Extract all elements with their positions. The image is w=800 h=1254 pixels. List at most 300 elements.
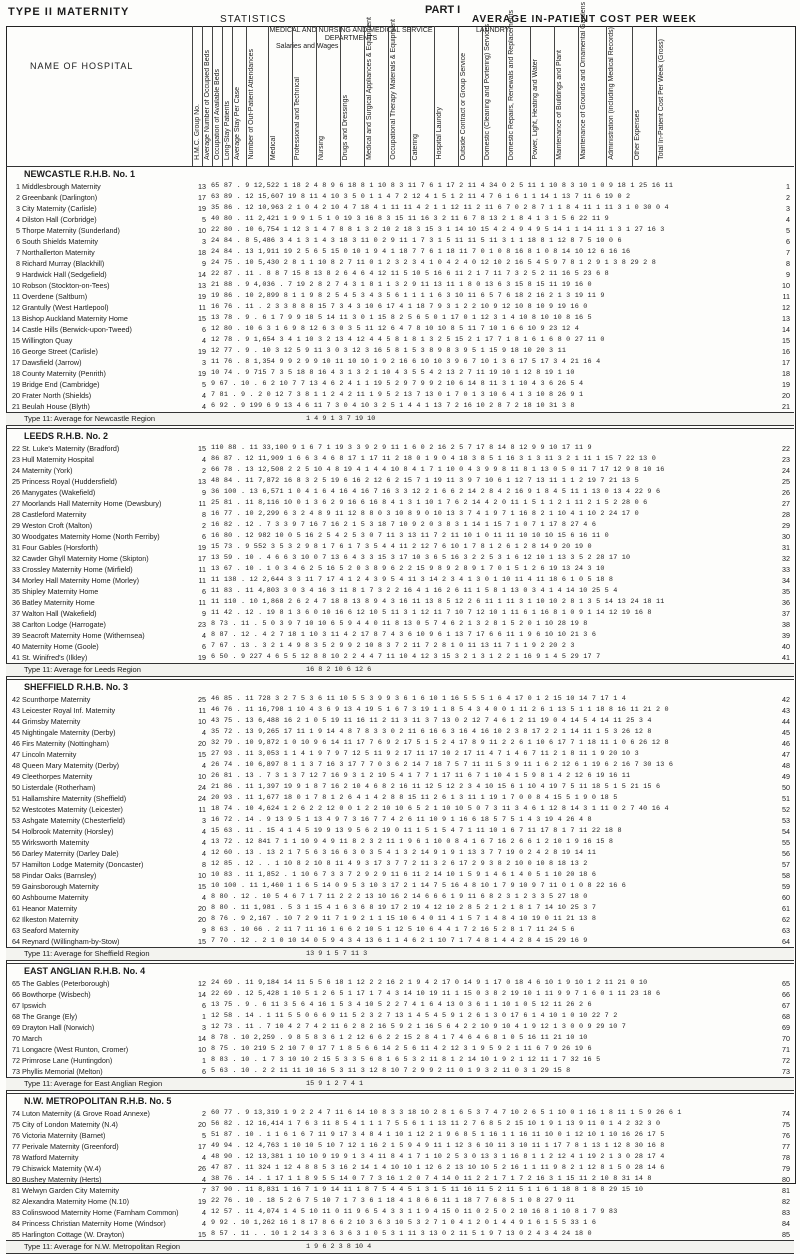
cost-values: 13 72 . 12 841 7 1 1 10 9 4 9 11 8 2 3 2 11 1 9 6 1 10 0 8 4 1 6 7 16 2 6 6 1 2 10 1 9 16 15 8 [211,838,614,846]
hmc-group-number: 11 [198,565,206,574]
cost-values: 48 90 . 12 13,381 1 10 10 9 19 9 1 3 4 11 8 4 1 7 1 10 2 5 3 0 13 3 1 16 8 1 1 2 12 4 1 19 2 1 3 0 28 17 4 [211,1153,665,1161]
hospital-name: Reynard (Willingham-by-Stow) [22,937,120,946]
cost-values: 16 80 . 12 982 10 0 5 16 2 5 4 2 5 3 0 7 11 3 13 11 7 2 11 10 1 0 11 11 10 10 10 15 6 16 11 0 [211,532,609,540]
table-row [6,1108,794,1119]
region-heading [6,166,794,181]
column-label: Catering [412,133,419,160]
cost-values: 13 67 . 10 . 1 0 3 4 6 2 5 16 5 2 0 3 8 9 6 2 2 15 9 8 9 2 8 9 1 7 0 1 5 1 2 6 19 13 24 3 10 [211,565,605,573]
ref-number: 19 [12,380,20,389]
table-row [6,214,794,225]
ref-number-right: 81 [782,1186,790,1195]
ref-number: 8 [16,259,20,268]
hmc-group-number: 2 [202,1109,206,1118]
hospital-name: Robson (Stockton-on-Tees) [22,281,110,290]
ref-number: 81 [12,1186,20,1195]
ref-number: 30 [12,532,20,541]
hmc-group-number: 26 [198,1164,206,1173]
region-title: NEWCASTLE R.H.B. No. 1 [24,169,136,179]
ref-number-right: 3 [786,204,790,213]
ref-number-right: 8 [786,259,790,268]
column-label: Average Number of Occupied Beds [204,50,211,160]
table-row [6,641,794,652]
hmc-group-number: 5 [202,1131,206,1140]
ref-number: 71 [12,1045,20,1054]
hospital-name: Hull Maternity Hospital [22,455,94,464]
ref-number-right: 38 [782,620,790,629]
column-label: Domestic Repairs, Renewals and Replacements [508,9,515,160]
ref-number-right: 78 [782,1153,790,1162]
cost-values: 22 69 . 12 5,428 1 10 5 1 2 6 5 1 17 1 7 4 3 14 10 19 11 1 15 0 3 8 2 19 10 1 11 9 9 7 1 6 0 1 11 23 18 6 [211,990,661,998]
hospital-name: Crossley Maternity Home (Mirfield) [22,565,133,574]
cost-values: 110 88 . 11 33,100 9 1 6 7 1 19 3 3 9 2 9 11 1 6 0 2 16 2 5 7 17 8 14 8 12 9 9 10 17 11 9 [211,444,592,452]
ref-number-right: 64 [782,937,790,946]
cost-values: 6 92 . 9 199 6 9 13 4 6 11 7 3 0 4 10 3 2 5 1 4 4 1 13 7 2 16 10 2 8 7 2 18 10 31 3 8 [211,402,575,410]
table-row [6,487,794,498]
cost-values: 5 63 . 10 . 2 2 11 11 10 16 5 3 11 3 12 8 10 7 2 9 9 2 11 0 1 9 3 2 11 0 3 1 29 15 8 [211,1067,571,1075]
table-row [6,881,794,892]
cost-values: 46 76 . 11 16,798 1 10 4 3 6 9 13 4 19 5 1 6 7 3 19 1 1 8 5 4 3 4 0 0 1 11 2 6 1 13 5 1 1 18 8 16 11 21 2 0 [211,706,669,714]
region-title: LEEDS R.H.B. No. 2 [24,431,109,441]
ref-number: 26 [12,488,20,497]
ref-number-right: 66 [782,990,790,999]
hmc-group-number: 13 [198,182,206,191]
column-label: Domestic (Cleaning and Portering) Services [484,23,491,160]
cost-values: 8 83 . 10 . 1 7 3 10 10 2 15 5 3 3 5 6 8 1 6 5 3 2 11 8 1 2 14 10 1 9 2 1 12 11 1 7 32 16 5 [211,1056,601,1064]
region-title: EAST ANGLIAN R.H.B. No. 4 [24,966,146,976]
hospital-name: City of London Maternity (N.4) [22,1120,118,1129]
statistics-heading: STATISTICS [220,14,287,25]
hmc-group-number: 4 [202,1219,206,1228]
hmc-group-number: 14 [198,1034,206,1043]
table-row [6,192,794,203]
table-row [6,738,794,749]
table-row [6,859,794,870]
column-label: Medical [270,135,277,160]
cost-values: 7 81 . 9 . 2 0 12 7 3 8 1 1 2 4 2 11 1 9 5 2 13 7 13 0 1 7 0 1 3 10 6 4 1 3 10 8 26 9 1 [211,391,584,399]
cost-values: 47 87 . 11 324 1 12 4 8 8 5 3 16 2 14 1 4 10 10 1 12 6 2 13 10 10 5 2 16 1 1 11 9 8 2 1 12 8 1 5 0 28 14 6 [211,1164,665,1172]
region-title: N.W. METROPOLITAN R.H.B. No. 5 [24,1096,172,1106]
table-row [6,630,794,641]
ref-number-right: 43 [782,706,790,715]
column-label: Long-Stay Patients [224,100,231,160]
ref-number-right: 31 [782,543,790,552]
table-row [6,280,794,291]
ref-number: 11 [12,292,20,301]
table-row [6,531,794,542]
hmc-group-number: 4 [202,827,206,836]
hospital-name: Grantully (West Hartlepool) [22,303,109,312]
cost-values: 36 100 . 13 6,571 1 0 4 1 6 4 16 4 16 7 16 3 3 12 2 1 6 6 2 14 2 8 4 2 16 9 1 8 4 5 11 1 13 0 13 4 22 9 6 [211,488,661,496]
ref-number: 51 [12,794,20,803]
cost-values: 25 81 . 11 8,116 10 0 1 3 6 2 9 16 6 16 8 4 1 3 1 10 1 7 6 2 14 4 2 0 11 1 5 1 1 2 1 11 2 1 5 2 28 0 6 [211,499,648,507]
ref-number: 46 [12,739,20,748]
ref-number-right: 82 [782,1197,790,1206]
table-row [6,892,794,903]
ref-number: 16 [12,347,20,356]
cost-values: 12 78 . 9 1,654 3 4 1 10 3 2 13 4 12 4 4 5 8 1 8 1 3 2 5 15 2 1 17 7 1 8 1 6 1 6 8 0 27 11 0 [211,336,605,344]
ref-number-right: 63 [782,926,790,935]
hospital-name: County Maternity (Penrith) [22,369,106,378]
ref-number: 80 [12,1175,20,1184]
ref-number-right: 72 [782,1056,790,1065]
table-row [6,694,794,705]
cost-values: 15 73 . 9 552 3 5 3 2 9 8 1 7 6 1 7 3 5 4 4 11 2 12 7 6 10 1 7 8 1 2 6 1 2 8 14 9 20 19 0 [211,543,592,551]
column-label: Administration (including Medical Records) [608,27,615,160]
ref-number: 27 [12,499,20,508]
hmc-group-number: 7 [202,1186,206,1195]
average-cost-heading: AVERAGE IN-PATIENT COST PER WEEK [472,14,697,25]
hospital-name: St. Luke's Maternity (Bradford) [22,444,120,453]
hmc-group-number: 19 [198,347,206,356]
region-average-row [6,1077,794,1091]
hospital-name: Carlton Lodge (Harrogate) [22,620,106,629]
table-row [6,914,794,925]
table-row [6,1055,794,1066]
table-row [6,1141,794,1152]
ref-number-right: 54 [782,827,790,836]
table-row [6,1185,794,1196]
ref-number-right: 50 [782,783,790,792]
ref-number: 52 [12,805,20,814]
column-divider [212,26,213,166]
cost-values: 6 50 . 9 227 4 6 5 5 12 8 8 10 2 2 4 4 7 11 10 4 12 3 15 3 2 1 3 1 2 2 1 16 9 1 4 5 29 17 7 [211,653,601,661]
column-divider [192,26,193,166]
ref-number-right: 30 [782,532,790,541]
column-label: Occupational Therapy Materials & Equipment [390,19,397,160]
cost-values: 15 63 . 11 . 15 4 1 4 5 19 9 13 9 5 6 2 19 0 11 1 5 1 5 4 7 1 11 10 1 6 7 11 17 8 1 7 11 22 18 8 [211,827,622,835]
hmc-group-number: 9 [202,488,206,497]
hospital-name: Listerdale (Rotherham) [22,783,96,792]
ref-number-right: 51 [782,794,790,803]
hmc-group-number: 24 [198,794,206,803]
ref-number-right: 20 [782,391,790,400]
hmc-group-number: 4 [202,631,206,640]
hospital-name: Frater North (Shields) [22,391,92,400]
hmc-group-number: 3 [202,358,206,367]
ref-number: 35 [12,587,20,596]
hospital-name: St. Winifred's (Ilkley) [22,653,88,662]
cost-values: 9 67 . 10 . 6 2 10 7 7 13 4 6 2 4 1 1 19 5 2 9 7 9 9 2 10 6 14 8 11 3 1 10 4 3 6 26 5 4 [211,380,584,388]
cost-values: 27 93 . 11 3,053 1 1 4 1 9 7 9 7 12 5 11 9 2 17 11 17 10 2 17 11 4 7 1 4 6 7 11 2 1 8 11 1 9 20 10 3 [211,750,639,758]
table-row [6,925,794,936]
table-row [6,1066,794,1077]
ref-number-right: 59 [782,882,790,891]
hospital-name: Princess Royal (Huddersfield) [22,477,118,486]
ref-number-right: 1 [786,182,790,191]
ref-number-right: 34 [782,576,790,585]
hmc-group-number: 1 [202,1056,206,1065]
hmc-group-number: 1 [202,1012,206,1021]
region-average-values: 1 4 9 1 3 7 19 10 [306,415,376,423]
ref-number-right: 9 [786,270,790,279]
ref-number: 14 [12,325,20,334]
cost-values: 13 59 . 10 . 4 6 6 3 10 0 7 13 6 4 3 3 15 3 17 10 3 6 5 16 3 2 2 5 3 1 6 12 10 1 13 3 5 2 28 17 10 [211,554,631,562]
ref-number-right: 73 [782,1067,790,1076]
cost-values: 65 87 . 9 12,522 1 18 2 4 8 9 6 18 8 1 10 8 3 11 7 6 1 17 2 11 4 34 0 2 5 11 1 10 8 3 10 1 0 9 18 1 25 16 11 [211,182,674,190]
hmc-group-number: 5 [202,380,206,389]
column-label: Medical and Surgical Appliances & Equipment [366,17,373,160]
ref-number-right: 23 [782,455,790,464]
region-average-row [6,947,794,961]
table-row [6,542,794,553]
ref-number-right: 46 [782,739,790,748]
ref-number-right: 40 [782,642,790,651]
cost-values: 8 80 . 12 . 10 5 4 6 7 1 7 11 2 2 2 13 10 16 2 14 6 6 6 1 9 11 6 8 2 3 1 2 3 3 5 27 18 0 [211,893,588,901]
hospital-name: Ipswich [22,1001,46,1010]
table-row [6,1119,794,1130]
hmc-group-number: 17 [198,554,206,563]
hmc-group-number: 6 [202,325,206,334]
cost-values: 11 110 . 10 1,868 2 6 2 4 7 18 8 13 8 9 4 3 16 11 13 8 5 12 2 6 11 1 11 3 1 10 10 2 8 1 3 5 14 13 24 18 11 [211,598,665,606]
hospital-name: Firs Maternity (Nottingham) [22,739,110,748]
column-divider [554,26,555,166]
ref-number: 15 [12,336,20,345]
table-row [6,608,794,619]
hmc-group-number: 19 [198,292,206,301]
hospital-name: Hardwick Hall (Sedgefield) [22,270,107,279]
cost-values: 48 84 . 11 7,872 16 8 3 2 5 19 6 16 2 12 6 2 15 7 1 19 11 3 9 7 10 6 1 12 7 13 11 1 1 2 19 7 21 13 5 [211,477,639,485]
cost-values: 11 138 . 12 2,644 3 3 11 7 17 4 1 2 4 3 9 5 4 11 3 14 2 3 4 1 3 0 1 10 11 4 11 18 6 1 0 5 18 8 [211,576,614,584]
hospital-name: Holbrook Maternity (Horsley) [22,827,114,836]
hmc-group-number: 14 [198,990,206,999]
column-divider [340,26,341,166]
ref-number: 67 [12,1001,20,1010]
ref-number-right: 5 [786,226,790,235]
hospital-name: Lincoln Maternity [22,750,77,759]
hospital-name: Colinswood Maternity Home (Farnham Common) [22,1208,179,1217]
ref-number: 22 [12,444,20,453]
hmc-group-number: 15 [198,314,206,323]
ref-number-right: 80 [782,1175,790,1184]
table-row [6,782,794,793]
ref-number: 64 [12,937,20,946]
hospital-name: Maternity Home (Goole) [22,642,99,651]
cost-values: 12 58 . 14 . 1 11 5 5 0 6 6 9 11 5 2 3 2 7 13 1 4 5 4 5 9 1 2 6 1 3 0 17 6 1 4 10 1 0 10 22 7 2 [211,1012,618,1020]
hospital-name: Castleford Maternity [22,510,87,519]
region-average-values: 16 8 2 10 6 12 6 [306,666,372,674]
hospital-name: Willington Quay [22,336,73,345]
ref-number-right: 15 [782,336,790,345]
hospital-name: Longacre (West Runton, Cromer) [22,1045,129,1054]
hospital-name: Primrose Lane (Huntingdon) [22,1056,113,1065]
cost-values: 60 77 . 9 13,319 1 9 2 2 4 7 11 6 14 10 8 3 3 18 10 2 8 1 6 5 3 7 4 7 10 2 6 5 1 10 0 1 16 1 8 11 1 5 9 26 6 1 [211,1109,682,1117]
table-row [6,357,794,368]
ref-number-right: 10 [782,281,790,290]
hmc-group-number: 8 [202,860,206,869]
ref-number: 56 [12,849,20,858]
hospital-name: Beulah House (Blyth) [22,402,90,411]
ref-number-right: 65 [782,979,790,988]
ref-number: 57 [12,860,20,869]
cost-values: 40 80 . 11 2,421 1 9 9 1 5 1 0 19 3 16 8 3 15 11 16 3 2 11 6 7 8 13 2 1 8 4 1 3 1 5 6 22 11 9 [211,215,609,223]
table-row [6,1000,794,1011]
hospital-name: Ashgate Maternity (Chesterfield) [22,816,126,825]
ref-number: 48 [12,761,20,770]
cost-values: 7 70 . 12 . 2 1 0 10 14 0 5 9 4 3 4 13 6 1 1 4 6 2 1 10 7 1 7 4 8 1 4 4 2 8 4 15 29 16 9 [211,937,588,945]
column-divider [202,26,203,166]
hmc-group-number: 13 [198,281,206,290]
column-label: Power, Light, Heating and Water [532,59,539,160]
region-average-values: 15 9 1 2 7 4 1 [306,1080,364,1088]
table-row [6,225,794,236]
cost-values: 32 79 . 10 9,872 1 0 10 9 6 14 11 17 7 6 9 2 17 5 1 5 2 4 17 8 9 11 2 2 6 1 10 6 17 7 1 18 11 1 0 6 26 12 8 [211,739,669,747]
cost-values: 10 74 . 9 715 7 3 5 18 8 16 4 3 1 3 2 1 10 4 3 5 5 4 2 13 2 7 11 19 10 1 12 8 19 1 10 [211,369,575,377]
hospital-name: Maternity (York) [22,466,73,475]
table-row [6,978,794,989]
ref-number: 20 [12,391,20,400]
hospital-name: The Gables (Peterborough) [22,979,110,988]
table-row [6,793,794,804]
column-label: Outside Contract or Group Service [460,52,467,160]
hospital-name: Bishop Auckland Maternity Home [22,314,128,323]
table-row [6,390,794,401]
cost-values: 22 80 . 10 6,754 1 12 3 1 4 7 8 8 1 3 2 10 2 18 3 15 3 1 14 10 15 4 2 4 9 4 9 5 14 1 1 14 11 1 3 1 27 16 3 [211,226,665,234]
ref-number-right: 67 [782,1001,790,1010]
table-row [6,443,794,454]
table-row [6,815,794,826]
hmc-group-number: 3 [202,1023,206,1032]
medical-departments-header: MEDICAL AND NURSING AND MEDICAL SERVICE DEPARTMENTS [269,27,433,42]
ref-number-right: 17 [782,358,790,367]
ref-number: 41 [12,653,20,662]
hospital-name: Weston Croft (Malton) [22,521,93,530]
table-row [6,401,794,412]
ref-number: 33 [12,565,20,574]
hospital-name: South Shields Maternity [22,237,98,246]
table-row [6,804,794,815]
ref-number: 77 [12,1142,20,1151]
cost-values: 12 77 . 9 . 10 3 12 5 9 11 3 0 3 12 3 16 5 8 1 5 3 8 9 8 3 9 5 1 15 9 18 10 20 3 11 [211,347,567,355]
hmc-group-number: 5 [202,215,206,224]
region-heading [6,428,794,443]
ref-number: 25 [12,477,20,486]
ref-number-right: 68 [782,1012,790,1021]
table-row [6,520,794,531]
table-row [6,848,794,859]
column-label: Average Stay Per Case [234,86,241,160]
table-row [6,368,794,379]
ref-number-right: 52 [782,805,790,814]
ref-number-right: 49 [782,772,790,781]
salaries-wages-header: Salaries and Wages [276,43,339,50]
hmc-group-number: 2 [202,521,206,530]
cost-values: 24 69 . 11 9,184 14 11 5 5 6 18 1 12 2 2 16 2 1 9 4 2 17 0 14 9 1 17 0 18 4 6 10 1 9 10 1 2 11 21 0 10 [211,979,648,987]
cost-values: 11 42 . 12 . 19 8 1 3 6 0 10 16 6 12 10 5 11 3 1 12 11 7 10 7 12 10 1 11 6 1 16 8 1 0 9 1 14 12 19 16 8 [211,609,652,617]
cost-values: 56 82 . 12 16,414 1 7 6 3 11 8 5 4 1 1 1 7 5 5 6 1 1 13 11 2 7 6 8 5 2 15 10 1 9 1 13 9 11 0 1 4 2 32 3 0 [211,1120,661,1128]
cost-values: 26 74 . 10 6,897 8 1 1 3 7 16 3 17 7 7 0 3 6 2 14 7 18 7 5 7 11 11 5 3 9 11 1 6 2 12 6 1 19 6 2 16 7 30 13 6 [211,761,674,769]
ref-number: 50 [12,783,20,792]
table-row [6,236,794,247]
hmc-group-number: 6 [202,642,206,651]
hmc-group-number: 19 [198,1197,206,1206]
ref-number: 66 [12,990,20,999]
hospital-name: Bridge End (Cambridge) [22,380,100,389]
ref-number: 12 [12,303,20,312]
hospital-name: Morley Hall Maternity Home (Morley) [22,576,140,585]
hmc-group-number: 4 [202,1153,206,1162]
hmc-group-number: 15 [198,882,206,891]
hospital-name: Moorlands Hall Maternity Home (Dewsbury) [22,499,162,508]
column-divider [530,26,531,166]
hmc-group-number: 11 [198,598,206,607]
ref-number: 5 [16,226,20,235]
ref-number-right: 69 [782,1023,790,1032]
hmc-group-number: 19 [198,369,206,378]
hmc-group-number: 13 [198,477,206,486]
table-row [6,553,794,564]
ref-number: 74 [12,1109,20,1118]
table-row [6,203,794,214]
hospital-name: Seaford Maternity [22,926,79,935]
column-divider [578,26,579,166]
ref-number: 29 [12,521,20,530]
hmc-group-number: 6 [202,1001,206,1010]
ref-number-right: 13 [782,314,790,323]
cost-values: 66 78 . 13 12,508 2 2 5 10 4 8 19 4 1 4 4 10 8 4 1 7 1 10 0 4 3 9 9 8 11 8 1 13 0 5 0 11 7 17 12 9 8 10 16 [211,466,665,474]
part-label: PART I [425,4,461,16]
hmc-group-number: 3 [202,816,206,825]
table-row [6,313,794,324]
ref-number-right: 22 [782,444,790,453]
ref-number-right: 19 [782,380,790,389]
ref-number-right: 28 [782,510,790,519]
hmc-group-number: 23 [198,620,206,629]
cost-values: 7 67 . 13 . 3 2 1 4 9 8 3 5 2 9 9 2 10 8 3 7 2 11 7 2 8 1 0 11 13 11 7 1 1 9 2 20 2 3 [211,642,575,650]
hmc-group-number: 6 [202,1067,206,1076]
hospital-name: Batley Maternity Home [22,598,95,607]
hospital-name: Seacroft Maternity Home (Withernsea) [22,631,145,640]
column-label: Total In-Patient Cost Per Week (Gross) [658,39,665,160]
region-average-label: Type 11: Average for N.W. Metropolitan Region [24,1242,181,1251]
type-title: TYPE II MATERNITY [8,6,130,18]
ref-number: 83 [12,1208,20,1217]
ref-number-right: 27 [782,499,790,508]
cost-values: 11 76 . 8 1,354 9 9 2 9 9 10 11 10 10 1 9 2 16 6 10 10 3 9 6 7 10 1 3 6 17 5 17 3 4 21 16 4 [211,358,601,366]
hmc-group-number: 20 [198,1120,206,1129]
table-row [6,727,794,738]
table-row [6,1130,794,1141]
column-label: Maintenance of Buildings and Plant [556,50,563,160]
ref-number: 38 [12,620,20,629]
ref-number: 34 [12,576,20,585]
ref-number-right: 24 [782,466,790,475]
hospital-name: Ashbourne Maternity [22,893,89,902]
ref-number: 70 [12,1034,20,1043]
column-label: Other Expenses [634,109,641,160]
ref-number-right: 12 [782,303,790,312]
table-row [6,1196,794,1207]
hospital-name: Bowthorpe (Wisbech) [22,990,91,999]
ref-number: 6 [16,237,20,246]
hospital-name: Gainsborough Maternity [22,882,99,891]
hmc-group-number: 20 [198,915,206,924]
ref-number-right: 21 [782,402,790,411]
ref-number: 63 [12,926,20,935]
hospital-name: Nightingale Maternity (Derby) [22,728,116,737]
table-row [6,575,794,586]
ref-number: 53 [12,816,20,825]
ref-number: 32 [12,554,20,563]
column-divider [316,26,317,166]
cost-values: 63 89 . 12 15,607 19 8 11 4 10 3 5 0 1 1 4 7 2 12 4 1 5 1 2 11 4 7 6 1 6 1 1 14 1 13 7 11 6 19 0 2 [211,193,631,201]
hospital-name: Hallamshire Maternity (Sheffield) [22,794,127,803]
hmc-group-number: 6 [202,587,206,596]
ref-number: 39 [12,631,20,640]
ref-number-right: 4 [786,215,790,224]
cost-values: 10 100 . 11 1,460 1 1 6 5 14 0 9 5 3 10 3 17 2 1 14 7 5 16 4 8 10 1 7 9 10 9 7 11 0 1 0 8 22 16 6 [211,882,627,890]
cost-values: 8 80 . 11 1,981 . 5 3 1 15 4 1 6 3 6 8 19 17 2 19 4 12 10 2 8 5 2 1 2 1 8 1 7 14 10 25 3 7 [211,904,597,912]
column-label: Number of Out-Patient Attendances [248,49,255,160]
